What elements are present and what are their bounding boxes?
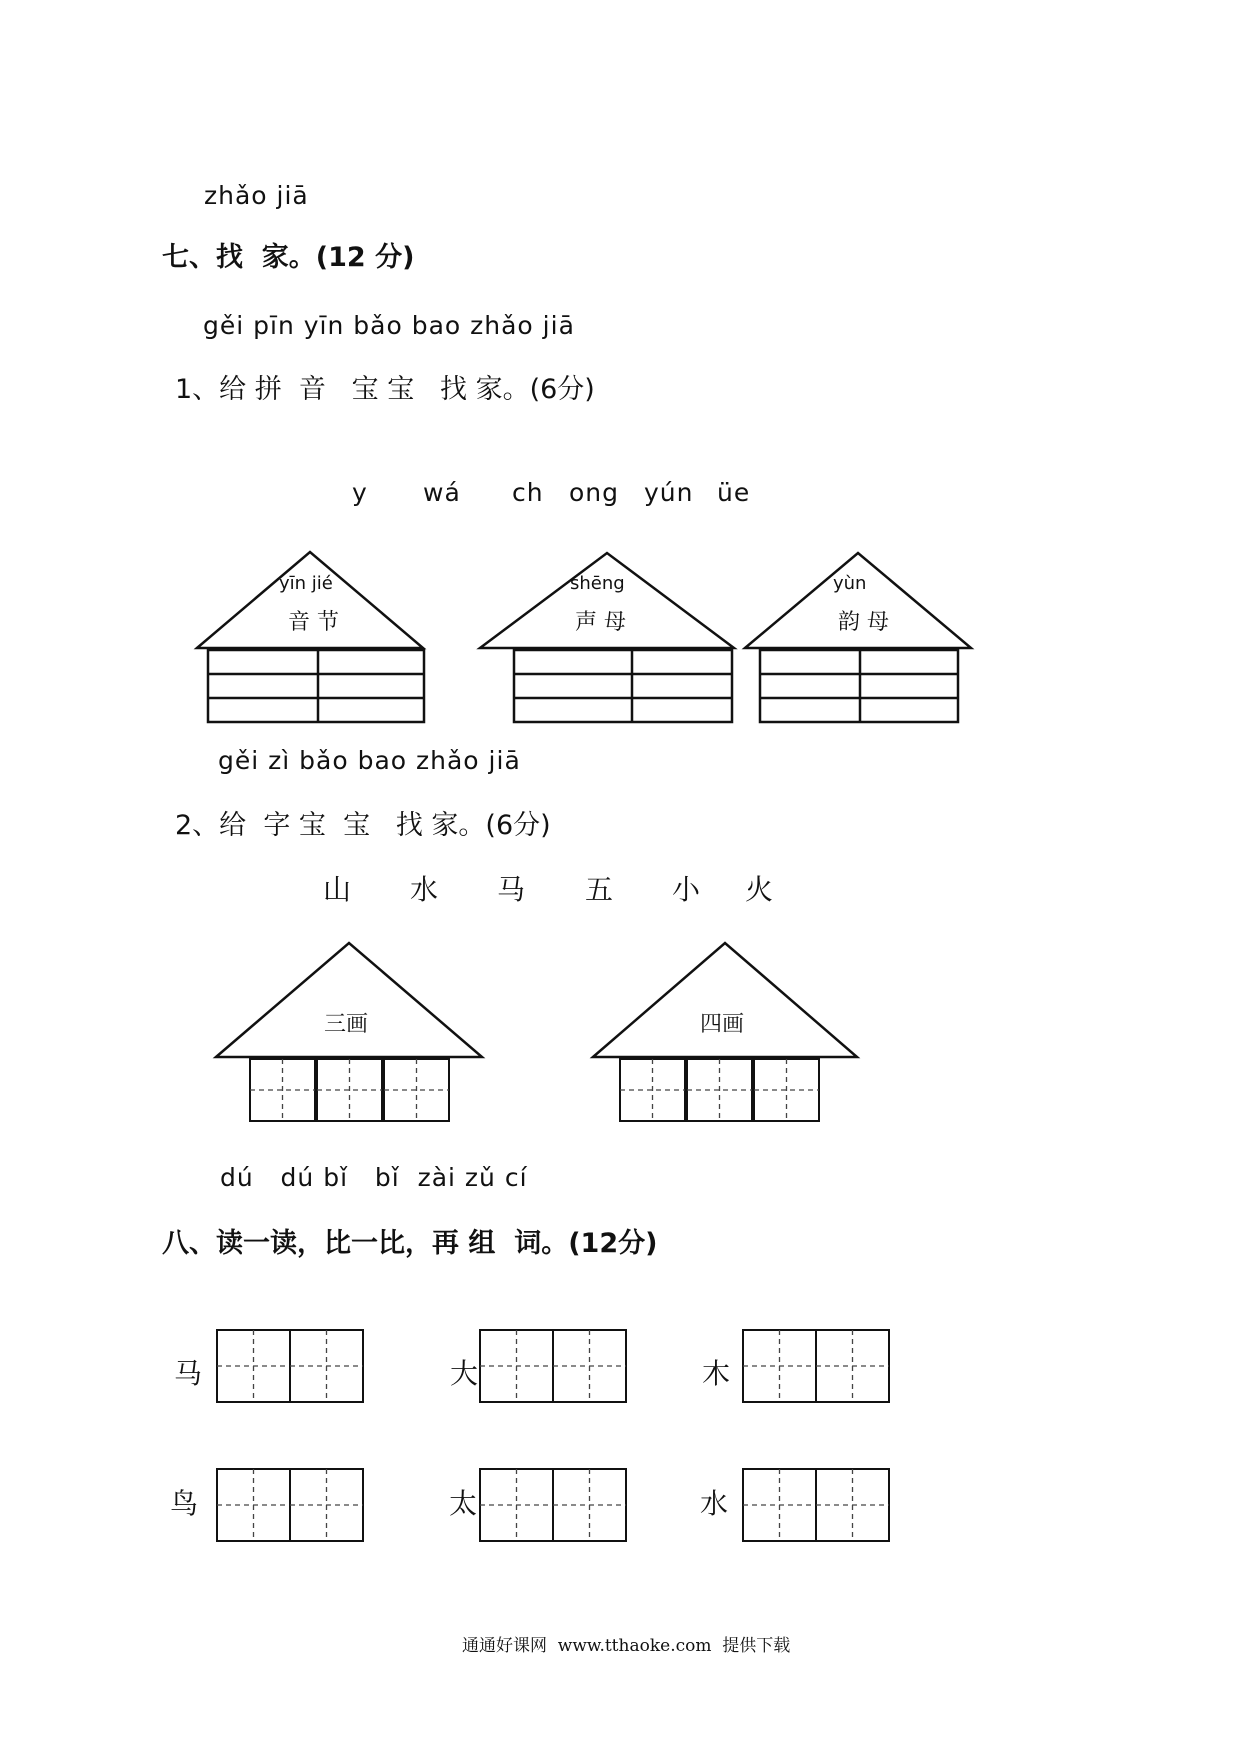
task1-title: 1、给 拼 音 宝 宝 找 家。(6分) <box>175 374 595 405</box>
compare-char-6: 水 <box>700 1487 729 1520</box>
footer-text: 通通好课网 www.tthaoke.com 提供下载 <box>462 1636 791 1656</box>
house-four-strokes <box>593 943 857 1057</box>
task2-char-1: 山 <box>323 873 352 906</box>
task2-char-5: 小 <box>672 873 701 906</box>
task1-word-3: ch <box>512 478 544 507</box>
word-grid-r1-c3-cell-1[interactable] <box>743 1330 816 1402</box>
compare-char-5: 太 <box>449 1487 478 1520</box>
stroke-house-2-cell-3[interactable] <box>754 1059 819 1121</box>
compare-char-2: 大 <box>450 1357 479 1390</box>
section8-pinyin: dú dú bǐ bǐ zài zǔ cí <box>220 1163 528 1192</box>
task1-word-2: wá <box>423 478 461 507</box>
compare-char-3: 木 <box>702 1357 731 1390</box>
compare-char-4: 鸟 <box>170 1487 199 1520</box>
house-syllable-label: 音 节 <box>288 610 339 635</box>
task2-pinyin: gěi zì bǎo bao zhǎo jiā <box>218 746 521 775</box>
house-initial-label: 声 母 <box>575 610 626 635</box>
section8-title: 八、读一读，比一比，再 组 词。(12分) <box>162 1228 658 1259</box>
stroke-house-1-cell-3[interactable] <box>384 1059 449 1121</box>
task2-title: 2、给 字 宝 宝 找 家。(6分) <box>175 810 551 841</box>
house-syllable-pinyin: yīn jié <box>279 573 333 594</box>
word-grid-r1-c1-cell-1[interactable] <box>217 1330 290 1402</box>
house-initial-pinyin: shēng <box>570 573 625 594</box>
task1-pinyin: gěi pīn yīn bǎo bao zhǎo jiā <box>203 311 575 340</box>
section7-title: 七、找 家。(12 分) <box>162 242 415 273</box>
stroke-house-2-cell-2[interactable] <box>687 1059 752 1121</box>
task1-word-6: üe <box>717 478 751 507</box>
word-grid-r2-c2-cell-1[interactable] <box>480 1469 553 1541</box>
task1-word-5: yún <box>644 478 694 507</box>
word-grid-r1-c3-cell-2[interactable] <box>816 1330 889 1402</box>
stroke-house-2-cell-1[interactable] <box>620 1059 685 1121</box>
task1-word-4: ong <box>569 478 620 507</box>
house-three-strokes-label: 三画 <box>324 1012 369 1037</box>
house-final-pinyin: yùn <box>833 573 867 594</box>
section7-title-pinyin: zhǎo jiā <box>204 181 309 210</box>
stroke-house-1-cell-2[interactable] <box>317 1059 382 1121</box>
stroke-house-1-cell-1[interactable] <box>250 1059 315 1121</box>
word-grid-r1-c2-cell-2[interactable] <box>553 1330 626 1402</box>
word-grid-r1-c2-cell-1[interactable] <box>480 1330 553 1402</box>
word-grid-r2-c3-cell-2[interactable] <box>816 1469 889 1541</box>
task2-char-3: 马 <box>497 873 526 906</box>
house-four-strokes-label: 四画 <box>700 1012 745 1037</box>
word-grid-r2-c3-cell-1[interactable] <box>743 1469 816 1541</box>
task2-char-4: 五 <box>585 873 614 906</box>
word-grid-r2-c1-cell-1[interactable] <box>217 1469 290 1541</box>
task2-char-6: 火 <box>745 873 774 906</box>
compare-char-1: 马 <box>174 1357 203 1390</box>
task1-word-1: y <box>352 478 368 507</box>
house-three-strokes <box>216 943 482 1057</box>
word-grid-r2-c2-cell-2[interactable] <box>553 1469 626 1541</box>
word-grid-r1-c1-cell-2[interactable] <box>290 1330 363 1402</box>
house-final-label: 韵 母 <box>838 610 889 635</box>
word-grid-r2-c1-cell-2[interactable] <box>290 1469 363 1541</box>
task2-char-2: 水 <box>410 873 439 906</box>
